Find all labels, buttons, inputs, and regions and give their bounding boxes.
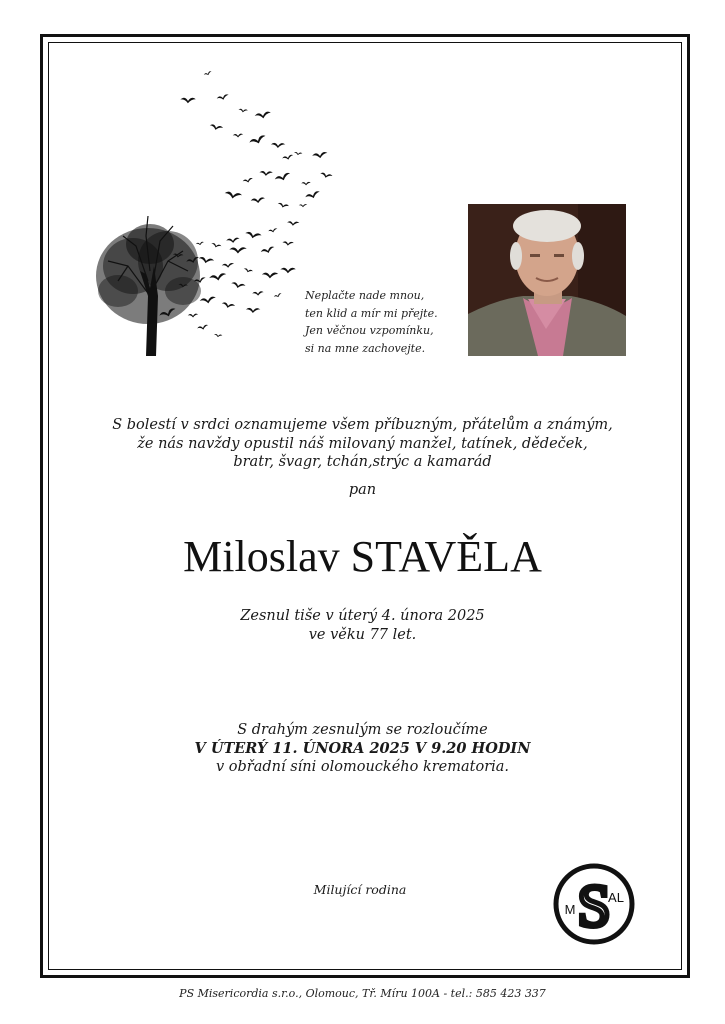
bird-icon (188, 313, 199, 317)
bird-icon (231, 281, 246, 290)
bird-icon (244, 231, 261, 240)
logo-letter-s: S (577, 873, 611, 939)
announcement-line: S bolestí v srdci oznamujeme všem příbuzným, přátelům a známým, (112, 417, 613, 433)
bird-icon (280, 267, 296, 273)
bird-icon (233, 133, 244, 137)
bird-icon (282, 154, 294, 161)
bird-icon (243, 267, 253, 273)
misal-logo (552, 862, 636, 946)
poem-line: si na mne zachovejte. (305, 341, 426, 355)
signature: Milující rodina (313, 882, 407, 897)
bird-icon (180, 97, 196, 103)
bird-icon (242, 178, 253, 184)
deceased-name: Miloslav STAVĚLA (183, 532, 542, 581)
bird-icon (251, 197, 266, 204)
bird-icon (209, 273, 227, 282)
announcement-line: že nás navždy opustil náš milovaný manžel, tatínek, dědeček, (137, 435, 588, 452)
logo-letters-al: AL (608, 890, 624, 905)
logo-letter-m: M (564, 902, 576, 917)
death-info (60, 607, 665, 644)
bird-icon (312, 152, 328, 159)
bird-icon (196, 241, 205, 245)
poem-line: Neplačte nade mnou, (305, 289, 425, 302)
bird-icon (203, 71, 212, 77)
farewell-info (60, 721, 665, 777)
farewell-intro: S drahým zesnulým se rozloučíme (237, 722, 488, 738)
bird-icon (226, 237, 240, 243)
bird-icon (271, 142, 286, 148)
bird-icon (221, 301, 235, 309)
tree-birds-illustration (88, 66, 338, 358)
bird-icon (222, 263, 235, 268)
bird-icon (249, 134, 268, 146)
bird-icon (252, 291, 264, 296)
bird-icon (198, 256, 214, 265)
announcement-text (60, 416, 665, 472)
bird-icon (211, 242, 222, 249)
bird-icon (273, 293, 282, 299)
bird-icon (277, 202, 289, 209)
honorific: pan (348, 482, 377, 498)
bird-icon (197, 324, 209, 331)
bird-icon (301, 182, 310, 186)
bird-icon (274, 172, 291, 183)
bird-icon (299, 204, 307, 207)
poem (305, 287, 465, 357)
death-date: Zesnul tiše v úterý 4. února 2025 (240, 608, 485, 624)
bird-icon (216, 94, 229, 101)
bird-icon (268, 228, 278, 233)
poem-line: Jen věčnou vzpomínku, (305, 324, 434, 337)
age: ve věku 77 let. (308, 626, 417, 643)
bird-icon (224, 191, 242, 201)
announcement-line: bratr, švagr, tchán,strýc a kamarád (233, 454, 492, 470)
bird-icon (294, 151, 303, 155)
bird-icon (287, 221, 300, 227)
bird-icon (229, 247, 247, 254)
bird-icon (238, 108, 248, 113)
poem-line: ten klid a mír mi přejte. (305, 306, 438, 320)
bird-icon (260, 246, 275, 255)
portrait-photo (468, 204, 626, 356)
farewell-place: v obřadní síni olomouckého krematoria. (215, 759, 510, 775)
bird-icon (246, 307, 261, 313)
bird-icon (282, 241, 294, 247)
bird-icon (199, 296, 216, 304)
bird-icon (320, 172, 333, 180)
tree (96, 216, 201, 356)
bird-icon (305, 190, 321, 200)
bird-icon (254, 111, 271, 119)
farewell-datetime: V ÚTERÝ 11. ÚNORA 2025 V 9.20 HODIN (194, 739, 531, 757)
bird-icon (214, 333, 223, 337)
footer-contact: PS Misericordia s.r.o., Olomouc, Tř. Míru 100A - tel.: 585 423 337 (179, 987, 546, 1000)
bird-icon (262, 272, 279, 279)
bird-icon (259, 170, 273, 176)
bird-icon (209, 123, 223, 131)
